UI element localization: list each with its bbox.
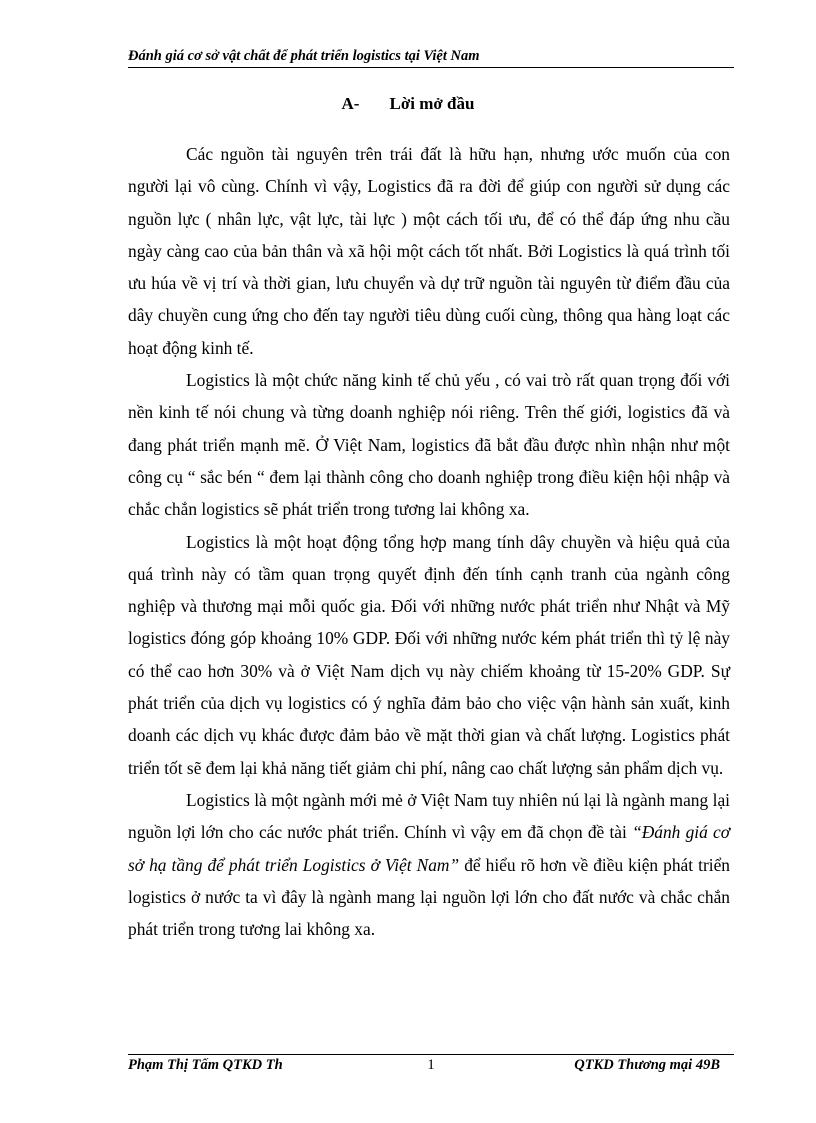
footer-divider [128, 1054, 734, 1055]
section-title: Lời mở đầu [389, 94, 475, 113]
thesis-title: “Đánh giá cơ sở hạ tầng để phát triển Logistics ở Việt Nam” [128, 822, 730, 875]
footer-class: QTKD Thương mại 49B [574, 1057, 720, 1073]
paragraph-4 [128, 784, 730, 945]
header-title: Đánh giá cơ sở vật chất để phát triển logistics tại Việt Nam [128, 48, 480, 64]
page-number: 1 [427, 1057, 435, 1073]
section-number: A- [341, 94, 360, 113]
footer-author: Phạm Thị Tấm QTKD Th [128, 1057, 283, 1073]
document-body [128, 138, 730, 945]
paragraph-1: Các nguồn tài nguyên trên trái đất là hữu hạn, nhưng ước muốn của con người lại vô cùng. Chính vì vậy, Logistics đã ra đời để giúp con người sử dụng các nguồn lực ( nhân lực, vật lực, tài lực ) một cách tối ưu, để có thể đáp ứng nhu cầu ngày càng cao của bản thân và xã hội một cách tốt nhất. Bởi Logistics là quá trình tối ưu húa về vị trí và thời gian, lưu chuyển và dự trữ nguồn tài nguyên từ điểm đầu của dây chuyền cung ứng cho đến tay người tiêu dùng cuối cùng, thông qua hàng loạt các hoạt động kinh tế. [128, 144, 730, 358]
paragraph-3: Logistics là một hoạt động tổng hợp mang tính dây chuyền và hiệu quả của quá trình này có tầm quan trọng quyết định đến tính cạnh tranh của ngành công nghiệp và thương mại mỗi quốc gia. Đối với những nước phát triển như Nhật và Mỹ logistics đóng góp khoảng 10% GDP. Đối với những nước kém phát triển thì tỷ lệ này có thể cao hơn 30% và ở Việt Nam dịch vụ này chiếm khoảng từ 15-20% GDP. Sự phát triển của dịch vụ logistics có ý nghĩa đảm bảo cho việc vận hành sản xuất, kinh doanh các dịch vụ khác được đảm bảo về mặt thời gian và chất lượng. Logistics phát triển tốt sẽ đem lại khả năng tiết giảm chi phí, nâng cao chất lượng sản phẩm dịch vụ. [128, 531, 730, 778]
paragraph-2: Logistics là một chức năng kinh tế chủ yếu , có vai trò rất quan trọng đối với nền kinh tế nói chung và từng doanh nghiệp nói riêng. Trên thế giới, logistics đã và đang phát triển mạnh mẽ. Ở Việt Nam, logistics đã bắt đầu được nhìn nhận như một công cụ “ sắc bén “ đem lại thành công cho doanh nghiệp trong điều kiện hội nhập và chắc chắn logistics sẽ phát triển trong tương lai không xa. [128, 370, 730, 520]
paragraph-4-text-end: để hiểu rõ hơn về điều kiện phát triển logistics ở nước ta vì đây là ngành mang lại nguồn lợi lớn cho đất nước và chắc chắn phát triển trong tương lai không xa. [128, 854, 730, 940]
section-heading [0, 94, 816, 114]
page-header [128, 48, 734, 68]
page-footer [128, 1057, 734, 1077]
paragraph-4-text-start: Logistics là một ngành mới mẻ ở Việt Nam tuy nhiên nú lại là ngành mang lại nguồn lợi lớn cho các nước phát triển. Chính vì vậy em đã chọn đề tài [128, 789, 730, 843]
